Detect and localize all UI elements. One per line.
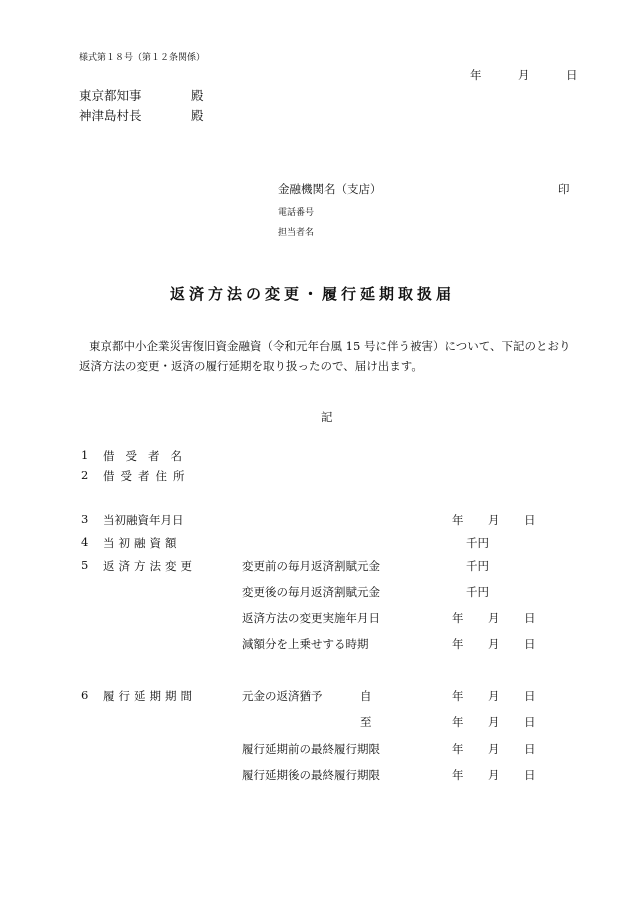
- item-5-row-4-year: 年: [452, 637, 464, 651]
- item-5-label: 返済方法変更: [103, 559, 196, 573]
- date-year-label: 年: [470, 68, 482, 82]
- item-6-to-year: 年: [452, 715, 464, 729]
- addressee-mayor: 神津島村長: [79, 108, 142, 123]
- addressee-governor: 東京都知事: [79, 88, 142, 103]
- institution-label: 金融機関名（支店）: [278, 182, 382, 196]
- item-5-row-1-unit: 千円: [466, 559, 489, 573]
- item-3-month: 月: [488, 513, 500, 527]
- item-6-row-1-day: 日: [524, 742, 536, 756]
- item-6-row-2-label: 履行延期後の最終履行期限: [242, 768, 380, 782]
- item-4-unit: 千円: [466, 536, 489, 550]
- item-6-to-day: 日: [524, 715, 536, 729]
- item-6-to-label: 至: [360, 715, 372, 729]
- item-3-label: 当初融資年月日: [103, 513, 184, 527]
- seal-mark: 印: [558, 182, 570, 196]
- item-5-row-3-year: 年: [452, 611, 464, 625]
- form-number: 様式第１８号（第１２条関係）: [79, 53, 206, 63]
- item-5-row-3-label: 返済方法の変更実施年月日: [242, 611, 380, 625]
- item-6-from-month: 月: [488, 689, 500, 703]
- item-6-number: 6: [81, 688, 89, 702]
- item-6-row-1-month: 月: [488, 742, 500, 756]
- item-3-year: 年: [452, 513, 464, 527]
- item-4-number: 4: [81, 535, 89, 549]
- item-6-to-month: 月: [488, 715, 500, 729]
- item-2-number: 2: [81, 468, 89, 482]
- item-6-row-1-year: 年: [452, 742, 464, 756]
- item-5-row-3-month: 月: [488, 611, 500, 625]
- item-3-day: 日: [524, 513, 536, 527]
- phone-label: 電話番号: [278, 208, 315, 218]
- item-6-from-year: 年: [452, 689, 464, 703]
- item-5-row-3-day: 日: [524, 611, 536, 625]
- item-1-label: 借受者名: [103, 449, 193, 463]
- ki-heading: 記: [321, 410, 333, 424]
- item-5-row-4-label: 減額分を上乗せする時期: [242, 637, 369, 651]
- item-5-row-4-day: 日: [524, 637, 536, 651]
- item-3-number: 3: [81, 512, 89, 526]
- date-day-label: 日: [566, 68, 578, 82]
- item-5-row-1-label: 変更前の毎月返済割賦元金: [242, 559, 380, 573]
- item-2-label: 借受者住所: [103, 469, 191, 483]
- item-5-row-2-label: 変更後の毎月返済割賦元金: [242, 585, 380, 599]
- addressee-mayor-honorific: 殿: [191, 108, 204, 123]
- item-6-grace-label: 元金の返済猶予: [242, 689, 323, 703]
- item-6-row-2-day: 日: [524, 768, 536, 782]
- item-6-label: 履行延期期間: [103, 689, 196, 703]
- body-paragraph: 東京都中小企業災害復旧資金融資（令和元年台風 15 号に伴う被害）について、下記のとおり返済方法の変更・返済の履行延期を取り扱ったので、届け出ます。: [79, 339, 571, 373]
- item-1-number: 1: [81, 448, 89, 462]
- item-6-row-1-label: 履行延期前の最終履行期限: [242, 742, 380, 756]
- item-5-number: 5: [81, 558, 89, 572]
- item-6-from-label: 自: [360, 689, 372, 703]
- item-5-row-4-month: 月: [488, 637, 500, 651]
- item-5-row-2-unit: 千円: [466, 585, 489, 599]
- item-4-label: 当初融資額: [103, 536, 181, 550]
- date-month-label: 月: [518, 68, 530, 82]
- item-6-from-day: 日: [524, 689, 536, 703]
- document-title: 返済方法の変更・履行延期取扱届: [170, 285, 456, 303]
- item-6-row-2-month: 月: [488, 768, 500, 782]
- addressee-governor-honorific: 殿: [191, 88, 204, 103]
- item-6-row-2-year: 年: [452, 768, 464, 782]
- person-in-charge-label: 担当者名: [278, 228, 315, 238]
